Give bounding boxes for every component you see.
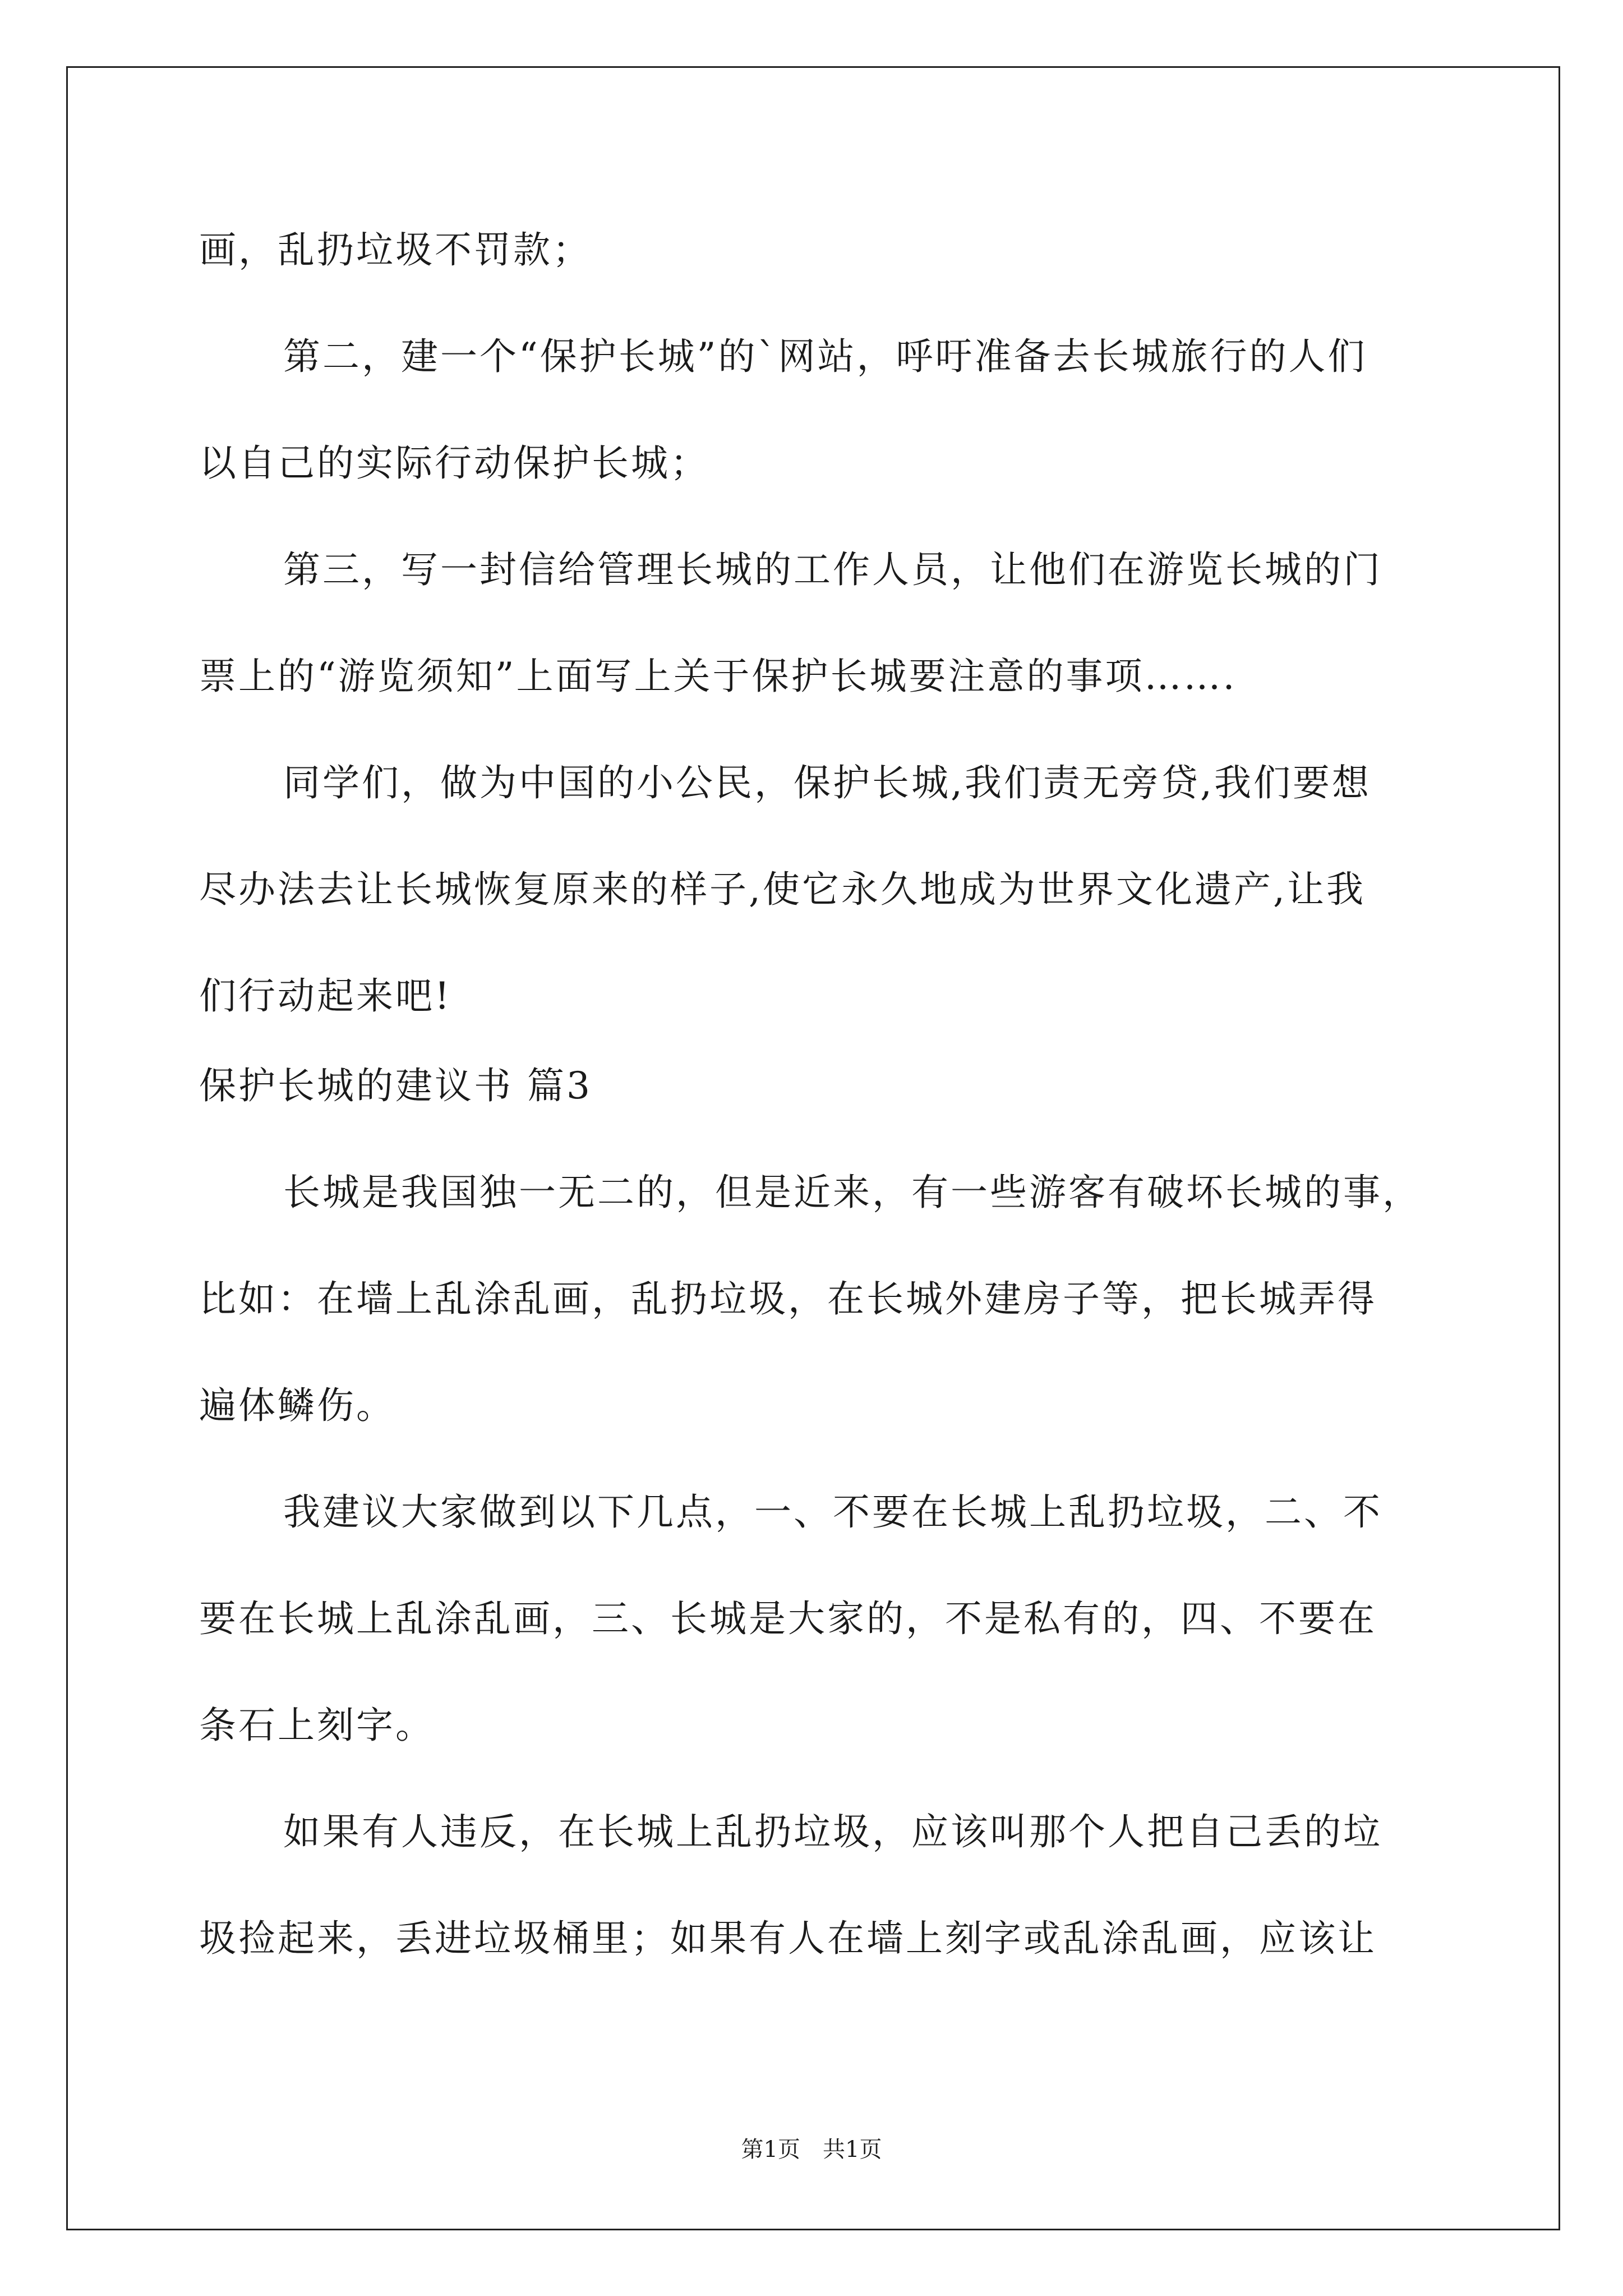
text-line: 我建议大家做到以下几点，一、不要在长城上乱扔垃圾，二、不 [283,1490,1382,1534]
text-line: 圾捡起来，丢进垃圾桶里；如果有人在墙上刻字或乱涂乱画，应该让 [199,1917,1377,1960]
section-heading: 保护长城的建议书 篇3 [199,1064,592,1107]
text-line: 画，乱扔垃圾不罚款； [199,228,592,272]
text-line: 条石上刻字。 [199,1704,435,1747]
text-line: 第三，写一封信给管理长城的工作人员，让他们在游览长城的门 [283,548,1382,591]
text-line: 票上的“游览须知”上面写上关于保护长城要注意的事项……. [199,655,1237,698]
page-border [66,66,1560,2230]
text-line: 尽办法去让长城恢复原来的样子,使它永久地成为世界文化遗产,让我 [199,868,1366,911]
page-number: 第1页 共1页 [741,2137,882,2162]
text-line: 比如：在墙上乱涂乱画，乱扔垃圾，在长城外建房子等，把长城弄得 [199,1277,1377,1320]
text-line: 们行动起来吧! [199,974,452,1018]
text-line: 以自己的实际行动保护长城； [199,441,709,485]
text-line: 要在长城上乱涂乱画，三、长城是大家的，不是私有的，四、不要在 [199,1597,1377,1640]
text-line: 同学们，做为中国的小公民，保护长城,我们责无旁贷,我们要想 [283,761,1371,804]
text-line: 第二，建一个“保护长城”的`网站，呼吁准备去长城旅行的人们 [283,335,1367,378]
text-line: 遍体鳞伤。 [199,1384,395,1427]
text-line: 长城是我国独一无二的，但是近来，有一些游客有破坏长城的事， [283,1171,1422,1214]
text-line: 如果有人违反，在长城上乱扔垃圾，应该叫那个人把自己丢的垃 [283,1810,1382,1853]
